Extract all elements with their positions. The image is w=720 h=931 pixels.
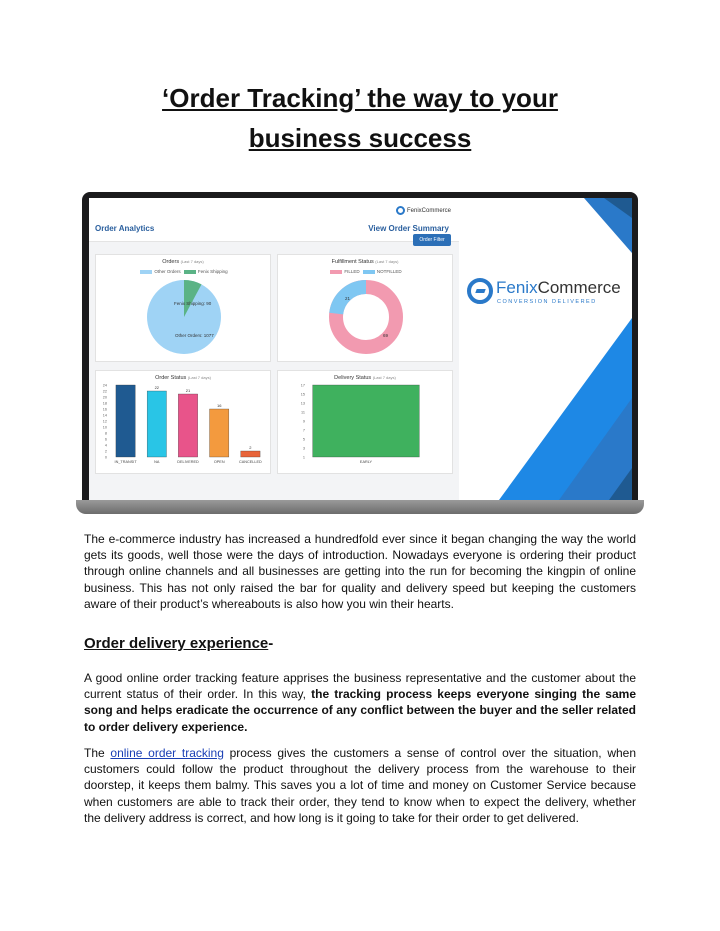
- y-tick-label: 9: [302, 419, 305, 424]
- brand-name-part1: Fenix: [496, 278, 538, 297]
- fulfillment-card-title-text: Fulfillment Status: [331, 259, 374, 265]
- delivery-status-card: [277, 370, 453, 474]
- brand-tagline: CONVERSION DELIVERED: [497, 299, 597, 305]
- pie-label-fenix: Fenix Shipping: 90: [174, 301, 212, 306]
- section-heading-suffix: -: [268, 635, 274, 652]
- y-tick-label: 11: [301, 410, 305, 415]
- y-tick-label: 7: [302, 428, 305, 433]
- order-status-card-subtitle: (Last 7 days): [187, 375, 211, 380]
- y-tick-label: 5: [302, 437, 305, 442]
- y-tick-label: 18: [102, 401, 107, 406]
- paragraph-online-before: The: [84, 746, 111, 760]
- bar-early: [313, 385, 420, 457]
- delivery-status-chart: [278, 371, 454, 475]
- donut-label-filled: 69: [383, 333, 389, 338]
- donut-slice-notfilled: [336, 287, 366, 314]
- order-status-chart: [96, 371, 272, 475]
- legend-fenix-shipping: Fenix Shipping: [197, 269, 228, 274]
- y-tick-label: 20: [102, 395, 107, 400]
- order-status-card: [95, 370, 271, 474]
- fulfillment-card-subtitle: (Last 7 days): [375, 259, 399, 264]
- x-tick-label: CANCELLED: [239, 460, 262, 464]
- brand-name-part2: Commerce: [537, 278, 621, 297]
- y-tick-label: 1: [302, 455, 305, 460]
- laptop-base: [76, 500, 644, 514]
- y-tick-label: 6: [104, 437, 107, 442]
- y-tick-label: 3: [302, 446, 305, 451]
- orders-card: [95, 254, 271, 362]
- laptop-screenshot-image: [82, 192, 638, 514]
- bar-open: [210, 409, 229, 457]
- y-tick-label: 0: [104, 455, 107, 460]
- y-tick-label: 12: [102, 419, 107, 424]
- legend-notfilled: NOTFILLED: [376, 269, 402, 274]
- online-order-tracking-link[interactable]: online order tracking: [110, 746, 224, 760]
- paragraph-tracking-bold: the tracking process keeps everyone singing the same song and helps eradicate the occurrence of any conflict between the buyer and the seller related to order delivery experience.: [84, 687, 637, 734]
- bar-delivered: [178, 394, 197, 457]
- x-tick-label: EARLY: [359, 460, 373, 464]
- orders-card-subtitle: (Last 7 days): [180, 259, 204, 264]
- section-heading: [84, 635, 273, 652]
- view-order-summary-link: View Order Summary: [368, 224, 449, 233]
- y-tick-label: 15: [300, 392, 305, 397]
- bar-na: [147, 391, 166, 457]
- y-tick-label: 2: [104, 449, 107, 454]
- y-tick-label: 13: [300, 401, 305, 406]
- legend-other-orders: Other Orders: [154, 269, 181, 274]
- y-tick-label: 14: [102, 413, 107, 418]
- y-tick-label: 22: [102, 389, 107, 394]
- dashboard-title: Order Analytics: [95, 224, 155, 233]
- page-title: [60, 78, 660, 158]
- delivery-status-card-title-text: Delivery Status: [334, 375, 372, 381]
- bar-data-label: 22: [154, 385, 160, 390]
- brand-background-shapes: [459, 198, 632, 500]
- paragraph-online-tracking: [84, 745, 636, 826]
- x-tick-label: NA: [154, 460, 160, 464]
- brand-name: [496, 278, 621, 298]
- page-title-line-1: ‘Order Tracking’ the way to your: [162, 83, 558, 113]
- page-title-line-2: business success: [248, 123, 472, 153]
- bar-cancelled: [241, 451, 260, 457]
- dashboard-logo: [396, 206, 451, 215]
- y-tick-label: 10: [102, 425, 107, 430]
- paragraph-tracking-feature: [84, 670, 636, 735]
- bar-data-label: 21: [185, 388, 191, 393]
- x-tick-label: OPEN: [213, 460, 225, 464]
- fenix-logo-icon: [467, 278, 493, 304]
- y-tick-label: 17: [300, 383, 305, 388]
- y-tick-label: 24: [102, 383, 107, 388]
- bar-data-label: 16: [216, 403, 222, 408]
- section-heading-text: Order delivery experience: [84, 635, 269, 652]
- y-tick-label: 16: [102, 407, 107, 412]
- dashboard: [89, 198, 459, 500]
- x-tick-label: DELIVERED: [177, 460, 199, 464]
- orders-card-title-text: Orders: [162, 259, 180, 265]
- paragraph-intro: The e-commerce industry has increased a hundredfold ever since it began changing the way the world gets its goods, well those were the days of introduction. Nowadays everyone is ordering their product through online channels and all businesses are getting into the run for becoming the kingpin of online business. This has not only raised the bar for quality and delivery speed but keeping the customers aware of their product’s whereabouts is also how you win their hearts.: [84, 532, 636, 611]
- dashboard-header: [89, 198, 459, 242]
- fulfillment-donut: [278, 255, 454, 363]
- donut-label-notfilled: 21: [345, 296, 351, 301]
- legend-filled: FILLED: [344, 269, 360, 274]
- dashboard-logo-text: FenixCommerce: [406, 208, 451, 215]
- order-filter-button: Order Filter: [413, 234, 451, 246]
- brand-panel: [459, 198, 632, 500]
- pie-label-other: Other Orders: 1077: [175, 333, 214, 338]
- y-tick-label: 4: [104, 443, 107, 448]
- delivery-status-card-subtitle: (Last 7 days): [372, 375, 396, 380]
- order-status-card-title-text: Order Status: [155, 375, 187, 381]
- logo-icon: [396, 206, 405, 215]
- y-tick-label: 8: [104, 431, 107, 436]
- bar-in-transit: [116, 385, 135, 457]
- x-tick-label: IN_TRANSIT: [114, 460, 137, 464]
- orders-pie: [96, 255, 272, 363]
- paragraph-tracking-normal: A good online order tracking feature apprises the business representative and the customer about the current status of their order. In this way,: [84, 671, 636, 702]
- fulfillment-card: [277, 254, 453, 362]
- bar-data-label: 2: [249, 445, 252, 450]
- paragraph-online-after: process gives the customers a sense of control over the situation, when customers could follow the product throughout the delivery process from the warehouse to their doorstep, it keeps them balmy. This saves you a lot of time and money on Customer Service because when customers are able to track their order, they tend to know when to expect the delivery, whether the delivery address is correct, and how long is it going to take for their order to get delivered.: [84, 746, 637, 825]
- laptop-screen: [89, 198, 632, 500]
